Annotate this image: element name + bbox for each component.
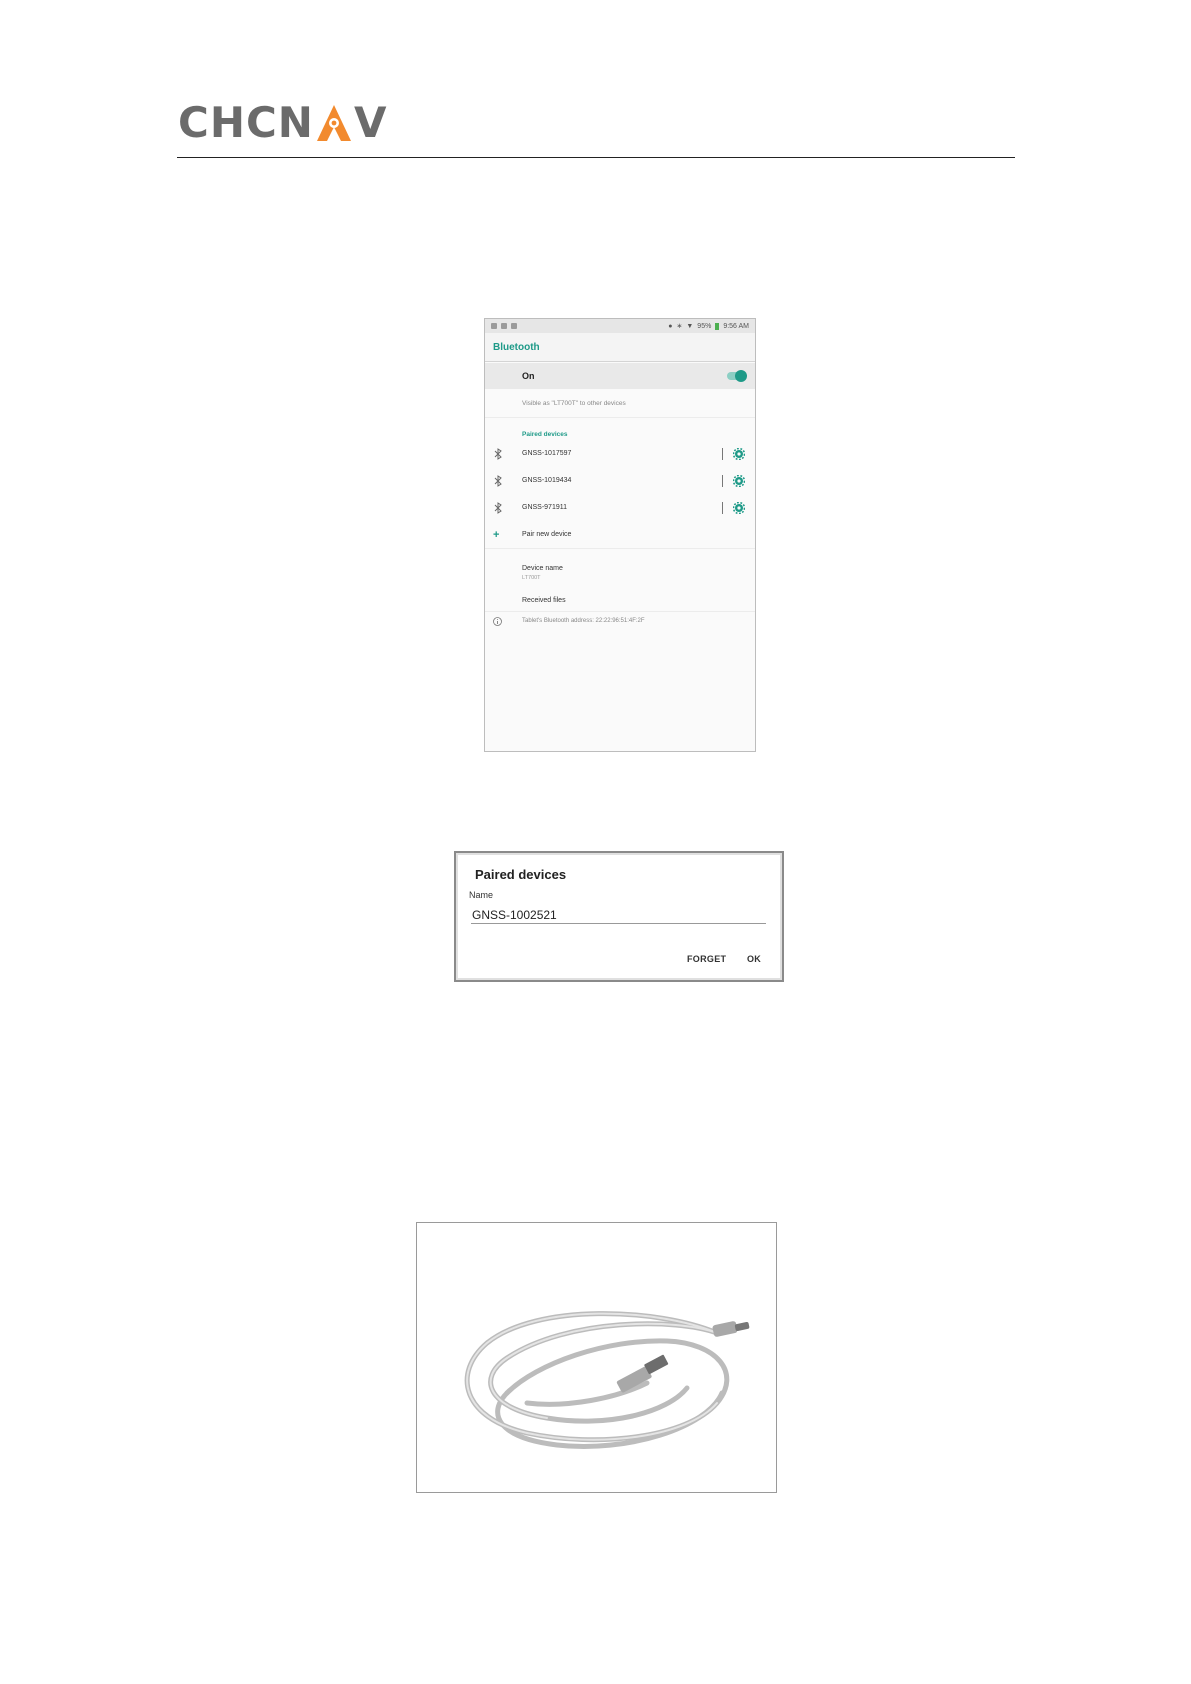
device-name-value: LT700T	[522, 575, 541, 581]
bluetooth-icon	[493, 475, 503, 487]
toggle-label: On	[522, 371, 535, 381]
chcnav-logo	[178, 100, 387, 146]
divider	[722, 475, 723, 487]
bluetooth-address-row	[485, 612, 755, 630]
bluetooth-icon	[493, 502, 503, 514]
divider	[722, 448, 723, 460]
notification-icon	[501, 323, 507, 329]
device-label: GNSS-1017597	[522, 450, 572, 457]
device-name-input[interactable]: GNSS-1002521	[471, 906, 766, 924]
paired-device-dialog	[454, 851, 784, 982]
bluetooth-icon	[493, 448, 503, 460]
logo-text-left: CHCN	[178, 98, 314, 147]
clock: 9:56 AM	[723, 322, 749, 330]
bluetooth-settings-screenshot	[484, 318, 756, 752]
status-right	[668, 322, 749, 330]
device-label: GNSS-1019434	[522, 477, 572, 484]
switch-knob	[735, 370, 747, 382]
info-icon	[493, 617, 502, 626]
battery-icon	[715, 323, 719, 330]
device-name-row[interactable]	[485, 549, 755, 587]
pair-new-label: Pair new device	[522, 531, 572, 538]
wifi-icon: ▼	[686, 322, 694, 330]
gear-icon[interactable]	[733, 448, 745, 460]
plus-icon: +	[493, 528, 500, 541]
visibility-text: Visible as "LT700T" to other devices	[522, 399, 626, 407]
forget-button[interactable]: FORGET	[687, 954, 727, 964]
paired-device-row[interactable]	[485, 467, 755, 494]
bluetooth-status-icon: ∗	[676, 323, 683, 330]
battery-percent: 95%	[697, 322, 712, 330]
paired-device-row[interactable]	[485, 440, 755, 467]
pair-new-device-row[interactable]	[485, 521, 755, 549]
paired-device-row[interactable]	[485, 494, 755, 521]
paired-devices-header	[485, 418, 755, 440]
received-files-label: Received files	[522, 597, 566, 604]
header-rule	[177, 157, 1015, 158]
ok-button[interactable]: OK	[747, 954, 762, 964]
gear-icon[interactable]	[733, 475, 745, 487]
usb-cable-image	[417, 1223, 776, 1492]
bluetooth-address-text: Tablet's Bluetooth address: 22:22:96:51:4F:2F	[522, 618, 645, 624]
page-title: Bluetooth	[493, 341, 540, 353]
device-label: GNSS-971911	[522, 504, 568, 511]
notification-icon	[511, 323, 517, 329]
device-name-label: Device name	[522, 565, 563, 572]
divider	[722, 502, 723, 514]
usb-cable-photo	[416, 1222, 777, 1493]
bluetooth-toggle-row[interactable]	[485, 363, 755, 389]
location-icon: ●	[668, 322, 673, 330]
status-bar	[485, 319, 755, 333]
gear-icon[interactable]	[733, 502, 745, 514]
app-bar	[485, 333, 755, 362]
dialog-title: Paired devices	[475, 867, 567, 882]
name-field-label: Name	[469, 890, 494, 900]
bluetooth-switch[interactable]	[727, 372, 745, 380]
notification-icons	[491, 323, 517, 329]
logo-a-mark-icon	[315, 103, 353, 143]
logo-text-right: V	[353, 98, 388, 147]
notification-icon	[491, 323, 497, 329]
usb-c-connector	[712, 1321, 750, 1338]
visibility-info	[485, 389, 755, 418]
paired-header-text: Paired devices	[522, 431, 568, 438]
received-files-row[interactable]	[485, 587, 755, 612]
